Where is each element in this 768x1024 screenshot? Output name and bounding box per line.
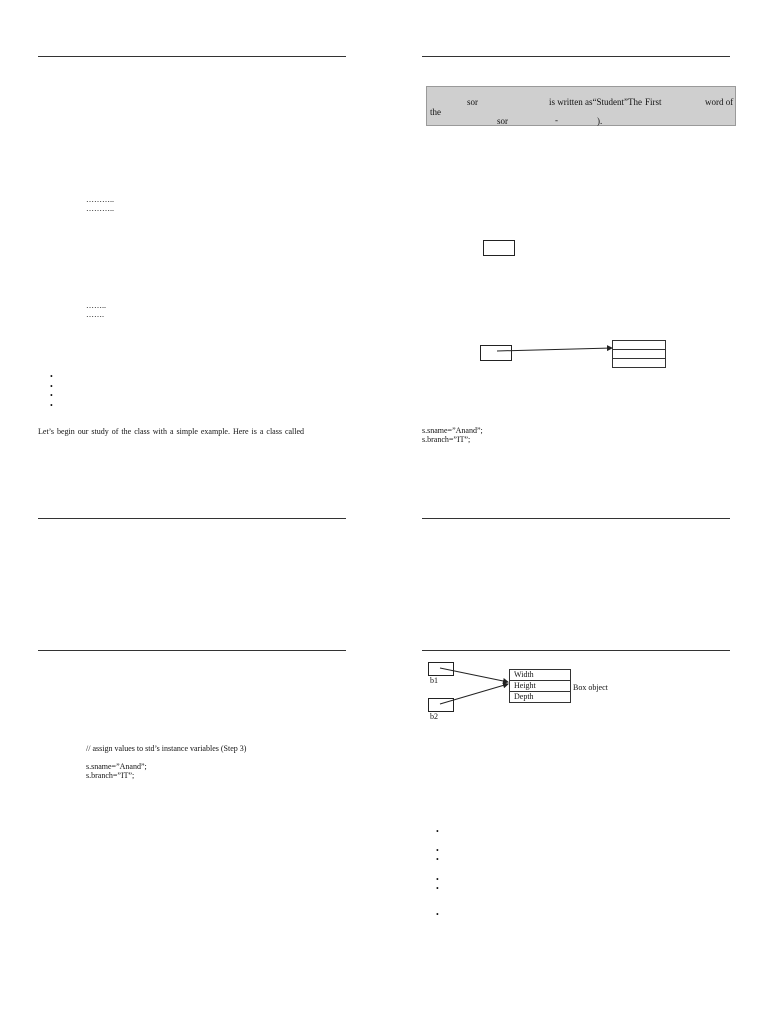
bullet-dot: • bbox=[436, 910, 439, 919]
bullet-dot: • bbox=[436, 855, 439, 864]
b1-label: b1 bbox=[430, 676, 438, 685]
bullet-dot: • bbox=[436, 827, 439, 836]
b2-arrow bbox=[440, 684, 508, 704]
code-line: s.sname=”Anand”; bbox=[422, 426, 483, 435]
callout-word: sor bbox=[497, 116, 508, 126]
reference-arrow bbox=[497, 348, 612, 351]
b2-label: b2 bbox=[430, 712, 438, 721]
callout-word: the bbox=[430, 107, 441, 117]
bullet-dot: • bbox=[436, 846, 439, 855]
bullet-dot: • bbox=[50, 391, 53, 400]
code-line: s.branch=”IT”; bbox=[422, 435, 471, 444]
bullet-dot: • bbox=[436, 884, 439, 893]
box-object-label: Box object bbox=[573, 683, 608, 692]
bullet-dot: • bbox=[50, 401, 53, 410]
code-line: s.branch=”IT”; bbox=[86, 771, 135, 780]
ellipsis-line: ……….. bbox=[86, 204, 114, 213]
callout-word: sor bbox=[467, 97, 478, 107]
ellipsis-line: ……. bbox=[86, 310, 104, 319]
callout-word: First bbox=[645, 97, 662, 107]
ellipsis-line: ……….. bbox=[86, 195, 114, 204]
code-line: s.sname=”Anand”; bbox=[86, 762, 147, 771]
intro-paragraph: Let’s begin our study of the class with a simple example. Here is a class called bbox=[38, 427, 305, 436]
field-width: Width bbox=[510, 670, 570, 681]
bullet-dot: • bbox=[50, 372, 53, 381]
b1-arrow bbox=[440, 668, 508, 682]
callout-word: ). bbox=[597, 116, 603, 126]
field-height: Height bbox=[510, 681, 570, 692]
callout-word: is written as“Student”The bbox=[549, 97, 642, 107]
bullet-dot: • bbox=[50, 382, 53, 391]
callout-word: - bbox=[555, 115, 558, 125]
ellipsis-line: …….. bbox=[86, 301, 106, 310]
field-depth: Depth bbox=[514, 692, 534, 701]
callout-word: word of bbox=[705, 97, 734, 107]
code-comment: // assign values to std’s instance variables (Step 3) bbox=[86, 744, 247, 753]
bullet-dot: • bbox=[436, 875, 439, 884]
